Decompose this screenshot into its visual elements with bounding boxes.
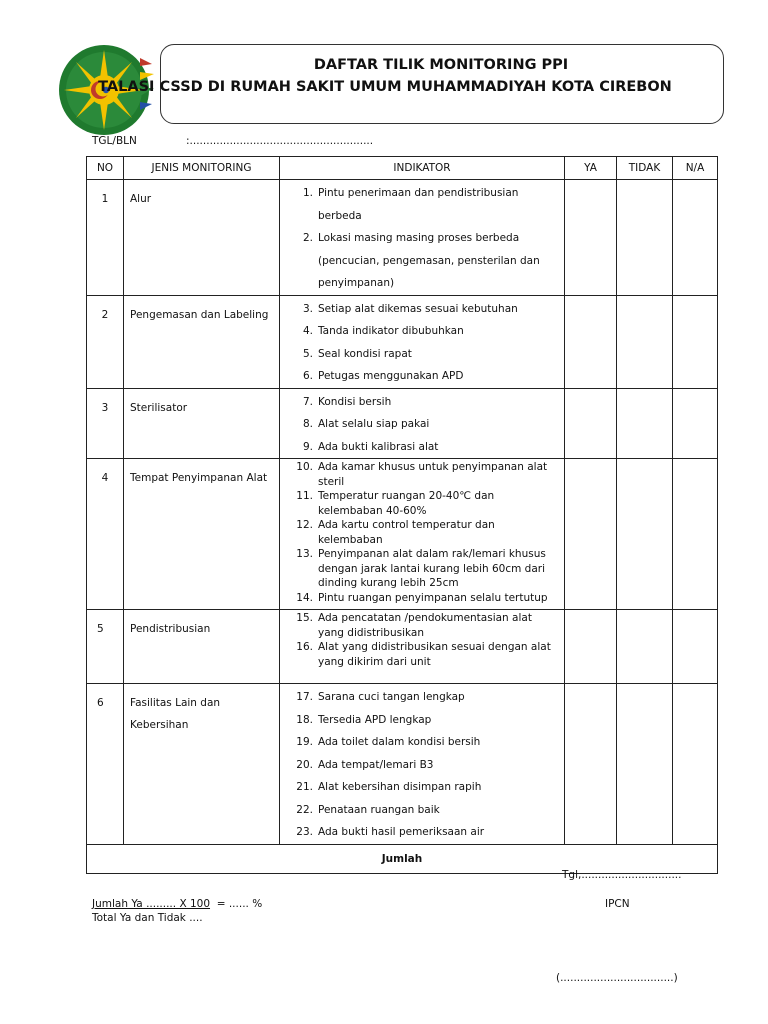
indicator-number: 16. xyxy=(296,641,313,653)
indicator-item xyxy=(280,799,560,822)
row-jenis: Fasilitas Lain dan Kebersihan xyxy=(124,684,280,845)
check-cell-ya[interactable] xyxy=(565,388,617,459)
row-jenis: Alur xyxy=(124,180,280,296)
indicator-text: Penataan ruangan baik xyxy=(318,803,440,816)
monitoring-table xyxy=(86,156,718,874)
indicator-number: 4. xyxy=(302,325,313,337)
indicator-number: 5. xyxy=(302,347,313,360)
table-row xyxy=(87,610,718,684)
indicator-item xyxy=(280,298,560,321)
row-jenis: Pendistribusian xyxy=(124,610,280,684)
indicator-text: Pintu ruangan penyimpanan selalu tertutup xyxy=(318,591,548,604)
indicator-number: 17. xyxy=(296,691,313,703)
indicator-text: Sarana cuci tangan lengkap xyxy=(318,691,465,703)
indicator-text: Lokasi masing masing proses berbeda (pencucian, pengemasan, pensterilan dan penyimpanan) xyxy=(318,232,540,289)
row-no: 3 xyxy=(87,388,124,459)
indicator-text: Tersedia APD lengkap xyxy=(318,713,432,726)
check-cell-ya[interactable] xyxy=(565,295,617,388)
indicator-text: Ada bukti hasil pemeriksaan air xyxy=(318,826,485,838)
indicator-item xyxy=(280,489,560,518)
indicator-text: Alat yang didistribusikan sesuai dengan alat yang dikirim dari unit xyxy=(318,641,551,668)
table-row xyxy=(87,388,718,459)
header-tidak: TIDAK xyxy=(617,157,673,180)
row-indikator xyxy=(280,295,565,388)
check-cell-na[interactable] xyxy=(673,459,718,610)
indicator-text: Kondisi bersih xyxy=(318,395,392,408)
row-no: 4 xyxy=(87,459,124,610)
indicator-item xyxy=(280,686,560,709)
indicator-number: 2. xyxy=(302,232,313,244)
table-row xyxy=(87,459,718,610)
indicator-item xyxy=(280,320,560,343)
indicator-number: 9. xyxy=(302,440,313,453)
indicator-number: 12. xyxy=(296,519,313,531)
table-row xyxy=(87,684,718,845)
row-jenis: Sterilisator xyxy=(124,388,280,459)
indicator-item xyxy=(280,182,560,227)
date-value-field[interactable]: :....................................................... xyxy=(186,135,374,147)
header-na: N/A xyxy=(673,157,718,180)
indicator-item xyxy=(280,413,560,436)
indicator-number: 15. xyxy=(296,612,313,624)
indicator-text: Alat selalu siap pakai xyxy=(318,418,430,430)
check-cell-na[interactable] xyxy=(673,388,718,459)
header-ya: YA xyxy=(565,157,617,180)
indicator-item xyxy=(280,640,560,669)
row-jenis: Tempat Penyimpanan Alat xyxy=(124,459,280,610)
indicator-text: Petugas menggunakan APD xyxy=(318,370,464,382)
row-no: 5 xyxy=(87,610,124,684)
check-cell-tidak[interactable] xyxy=(617,295,673,388)
check-cell-ya[interactable] xyxy=(565,610,617,684)
check-cell-na[interactable] xyxy=(673,684,718,845)
row-no: 1 xyxy=(87,180,124,296)
row-no: 2 xyxy=(87,295,124,388)
header-indikator: INDIKATOR xyxy=(280,157,565,180)
indicator-number: 14. xyxy=(296,591,313,604)
indicator-item xyxy=(280,460,560,489)
indicator-text: Ada toilet dalam kondisi bersih xyxy=(318,736,481,748)
indicator-item xyxy=(280,227,560,295)
indicator-number: 7. xyxy=(302,395,313,408)
indicator-item xyxy=(280,365,560,388)
header-no: NO xyxy=(87,157,124,180)
formula-denominator: Total Ya dan Tidak .... xyxy=(92,912,203,924)
indicator-item xyxy=(280,611,560,640)
indicator-number: 20. xyxy=(296,758,313,771)
table-row xyxy=(87,180,718,296)
table-row xyxy=(87,295,718,388)
check-cell-tidak[interactable] xyxy=(617,610,673,684)
indicator-item xyxy=(280,518,560,547)
indicator-item xyxy=(280,343,560,366)
indicator-item xyxy=(280,391,560,414)
header-jenis: JENIS MONITORING xyxy=(124,157,280,180)
indicator-item xyxy=(280,776,560,799)
indicator-item xyxy=(280,821,560,844)
formula-result: = ...... % xyxy=(216,898,263,910)
indicator-text: Alat kebersihan disimpan rapih xyxy=(318,781,482,793)
title-line1: DAFTAR TILIK MONITORING PPI xyxy=(313,57,569,73)
indicator-item xyxy=(280,547,560,591)
indicator-number: 23. xyxy=(296,826,313,838)
row-indikator xyxy=(280,180,565,296)
check-cell-na[interactable] xyxy=(673,180,718,296)
row-jenis: Pengemasan dan Labeling xyxy=(124,295,280,388)
indicator-number: 22. xyxy=(296,803,313,816)
indicator-item xyxy=(280,709,560,732)
indicator-item xyxy=(280,591,560,606)
ipcn-label: IPCN xyxy=(605,898,630,910)
indicator-number: 21. xyxy=(296,781,313,793)
indicator-text: Setiap alat dikemas sesuai kebutuhan xyxy=(318,302,518,315)
check-cell-tidak[interactable] xyxy=(617,459,673,610)
check-cell-ya[interactable] xyxy=(565,180,617,296)
indicator-text: Tanda indikator dibubuhkan xyxy=(318,325,464,337)
indicator-text: Pintu penerimaan dan pendistribusian berbeda xyxy=(318,187,519,222)
check-cell-tidak[interactable] xyxy=(617,180,673,296)
row-indikator xyxy=(280,459,565,610)
check-cell-ya[interactable] xyxy=(565,459,617,610)
date-label: TGL/BLN xyxy=(92,135,137,147)
check-cell-na[interactable] xyxy=(673,610,718,684)
indicator-number: 1. xyxy=(302,187,313,199)
indicator-text: Ada bukti kalibrasi alat xyxy=(318,440,439,453)
check-cell-tidak[interactable] xyxy=(617,388,673,459)
check-cell-ya[interactable] xyxy=(565,684,617,845)
formula-numerator-text: Jumlah Ya ......... X 100 xyxy=(92,898,211,910)
indicator-text: Ada pencatatan /pendokumentasian alat yang didistribusikan xyxy=(318,612,532,639)
indicator-number: 19. xyxy=(296,736,313,748)
indicator-item xyxy=(280,436,560,459)
row-indikator xyxy=(280,388,565,459)
indicator-text: Penyimpanan alat dalam rak/lemari khusus dengan jarak lantai kurang lebih 60cm dari dinding kurang lebih 25cm xyxy=(318,548,546,589)
row-indikator xyxy=(280,684,565,845)
indicator-text: Temperatur ruangan 20-40℃ dan kelembaban 40-60% xyxy=(318,490,495,517)
indicator-number: 13. xyxy=(296,548,313,560)
jumlah-label: Jumlah xyxy=(87,844,718,873)
signature-field[interactable]: (..................................) xyxy=(556,972,678,984)
title-line2: TALASI CSSD DI RUMAH SAKIT UMUM MUHAMMADIYAH KOTA CIREBON xyxy=(98,79,672,95)
indicator-number: 10. xyxy=(296,461,313,473)
indicator-number: 11. xyxy=(296,490,313,502)
indicator-item xyxy=(280,731,560,754)
indicator-item xyxy=(280,754,560,777)
indicator-number: 3. xyxy=(302,302,313,315)
row-indikator xyxy=(280,610,565,684)
check-cell-tidak[interactable] xyxy=(617,684,673,845)
sign-date[interactable]: Tgl,.............................. xyxy=(562,869,682,881)
indicator-number: 6. xyxy=(302,370,313,382)
row-no: 6 xyxy=(87,684,124,845)
indicator-text: Seal kondisi rapat xyxy=(318,347,412,360)
check-cell-na[interactable] xyxy=(673,295,718,388)
indicator-text: Ada tempat/lemari B3 xyxy=(318,758,434,771)
indicator-number: 8. xyxy=(302,418,313,430)
table-header-row xyxy=(87,157,718,180)
formula-numerator xyxy=(92,898,262,910)
indicator-text: Ada kartu control temperatur dan kelembaban xyxy=(318,519,495,546)
indicator-text: Ada kamar khusus untuk penyimpanan alat steril xyxy=(318,461,548,488)
indicator-number: 18. xyxy=(296,713,313,726)
